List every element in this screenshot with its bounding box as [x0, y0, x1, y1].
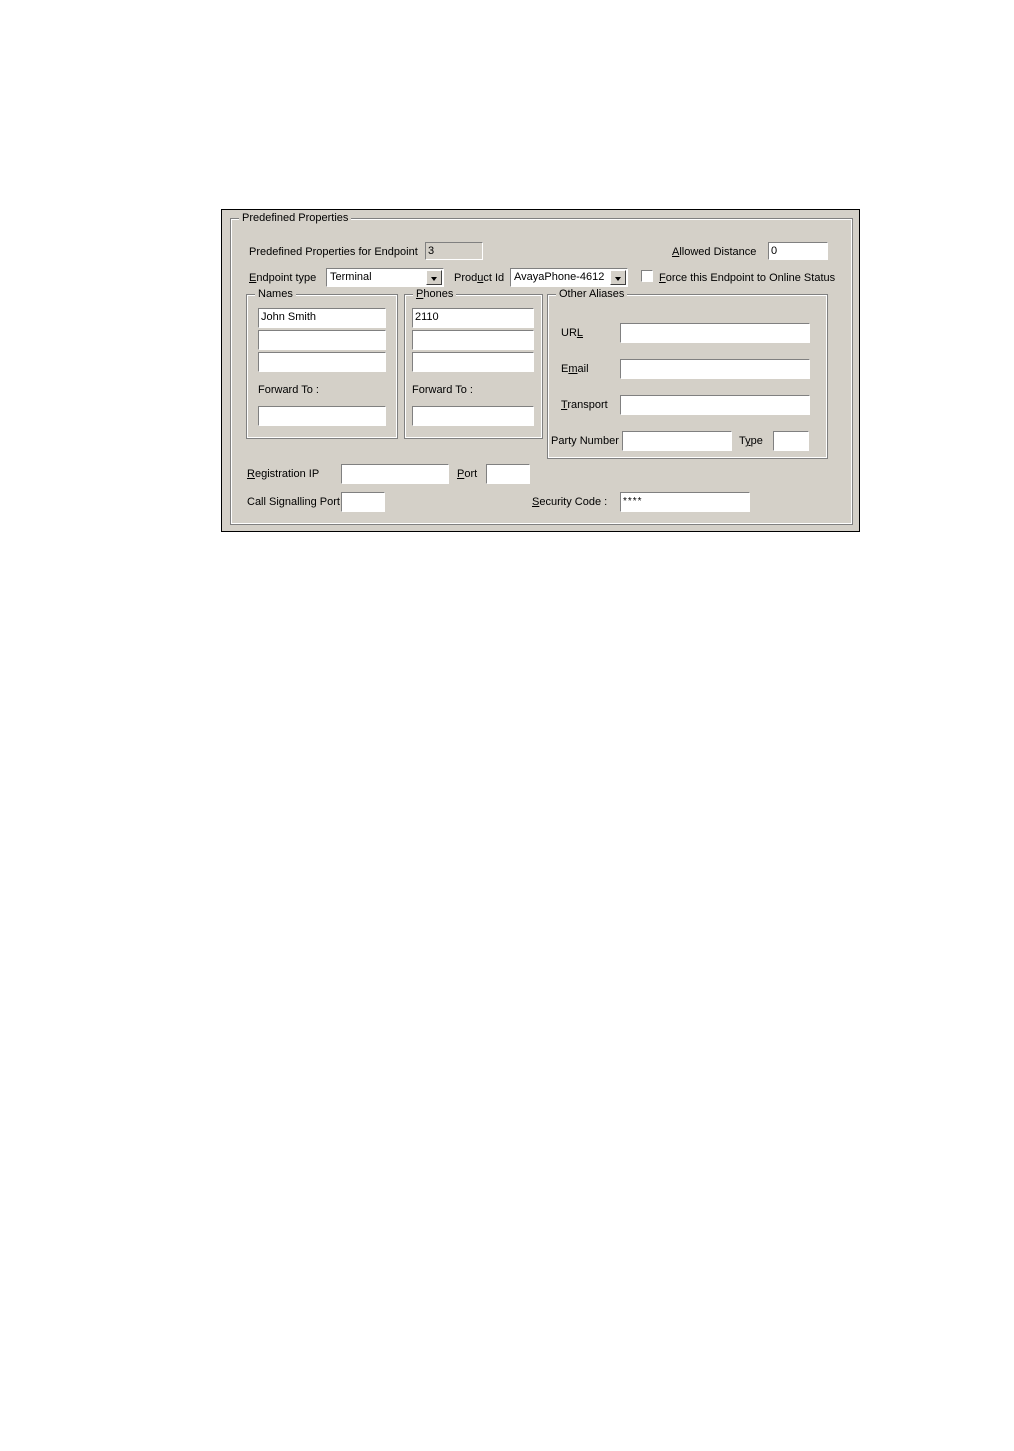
registration-ip-field[interactable] [341, 464, 449, 484]
email-label: Email [561, 363, 589, 375]
email-field[interactable] [620, 359, 810, 379]
call-signalling-port-label: Call Signalling Port [247, 496, 340, 508]
force-online-label: Force this Endpoint to Online Status [659, 272, 836, 284]
endpoint-type-combo[interactable] [326, 268, 444, 287]
security-code-label: Security Code : [532, 496, 608, 508]
transport-field[interactable] [620, 395, 810, 415]
chevron-down-icon[interactable] [610, 270, 626, 285]
party-number-label: Party Number [551, 435, 619, 447]
force-online-checkbox[interactable] [641, 270, 653, 282]
name-field-1[interactable]: John Smith [258, 308, 386, 328]
phone-field-3[interactable] [412, 352, 534, 372]
port-label: Port [457, 468, 478, 480]
type-field[interactable] [773, 431, 809, 451]
predefined-properties-dialog [221, 209, 860, 532]
names-forward-to-label: Forward To : [258, 384, 319, 396]
endpoint-type-value: Terminal [330, 271, 372, 283]
phone-field-2[interactable] [412, 330, 534, 350]
name-field-3[interactable] [258, 352, 386, 372]
type-label: Type [739, 435, 763, 447]
names-forward-to-field[interactable] [258, 406, 386, 426]
party-number-field[interactable] [622, 431, 732, 451]
chevron-down-icon[interactable] [426, 270, 442, 285]
registration-ip-label: Registration IP [247, 468, 320, 480]
phones-forward-to-field[interactable] [412, 406, 534, 426]
port-field[interactable] [486, 464, 530, 484]
security-code-field[interactable]: **** [620, 492, 750, 512]
endpoint-value-field[interactable]: 3 [425, 242, 483, 260]
call-signalling-port-field[interactable] [341, 492, 385, 512]
predefined-properties-group-title: Predefined Properties [239, 212, 351, 224]
phones-group-title: Phones [413, 288, 456, 300]
phones-forward-to-label: Forward To : [412, 384, 473, 396]
product-id-value: AvayaPhone-4612 [514, 271, 605, 283]
names-group-title: Names [255, 288, 296, 300]
allowed-distance-label: Allowed Distance [672, 246, 757, 258]
transport-label: Transport [561, 399, 608, 411]
other-aliases-group-title: Other Aliases [556, 288, 627, 300]
product-id-label: Product Id [454, 272, 505, 284]
allowed-distance-field[interactable]: 0 [768, 242, 828, 260]
url-field[interactable] [620, 323, 810, 343]
name-field-2[interactable] [258, 330, 386, 350]
url-label: URL [561, 327, 584, 339]
endpoint-label: Predefined Properties for Endpoint [249, 246, 418, 258]
phone-field-1[interactable]: 2110 [412, 308, 534, 328]
product-id-combo[interactable] [510, 268, 628, 287]
endpoint-type-label: Endpoint type [249, 272, 317, 284]
